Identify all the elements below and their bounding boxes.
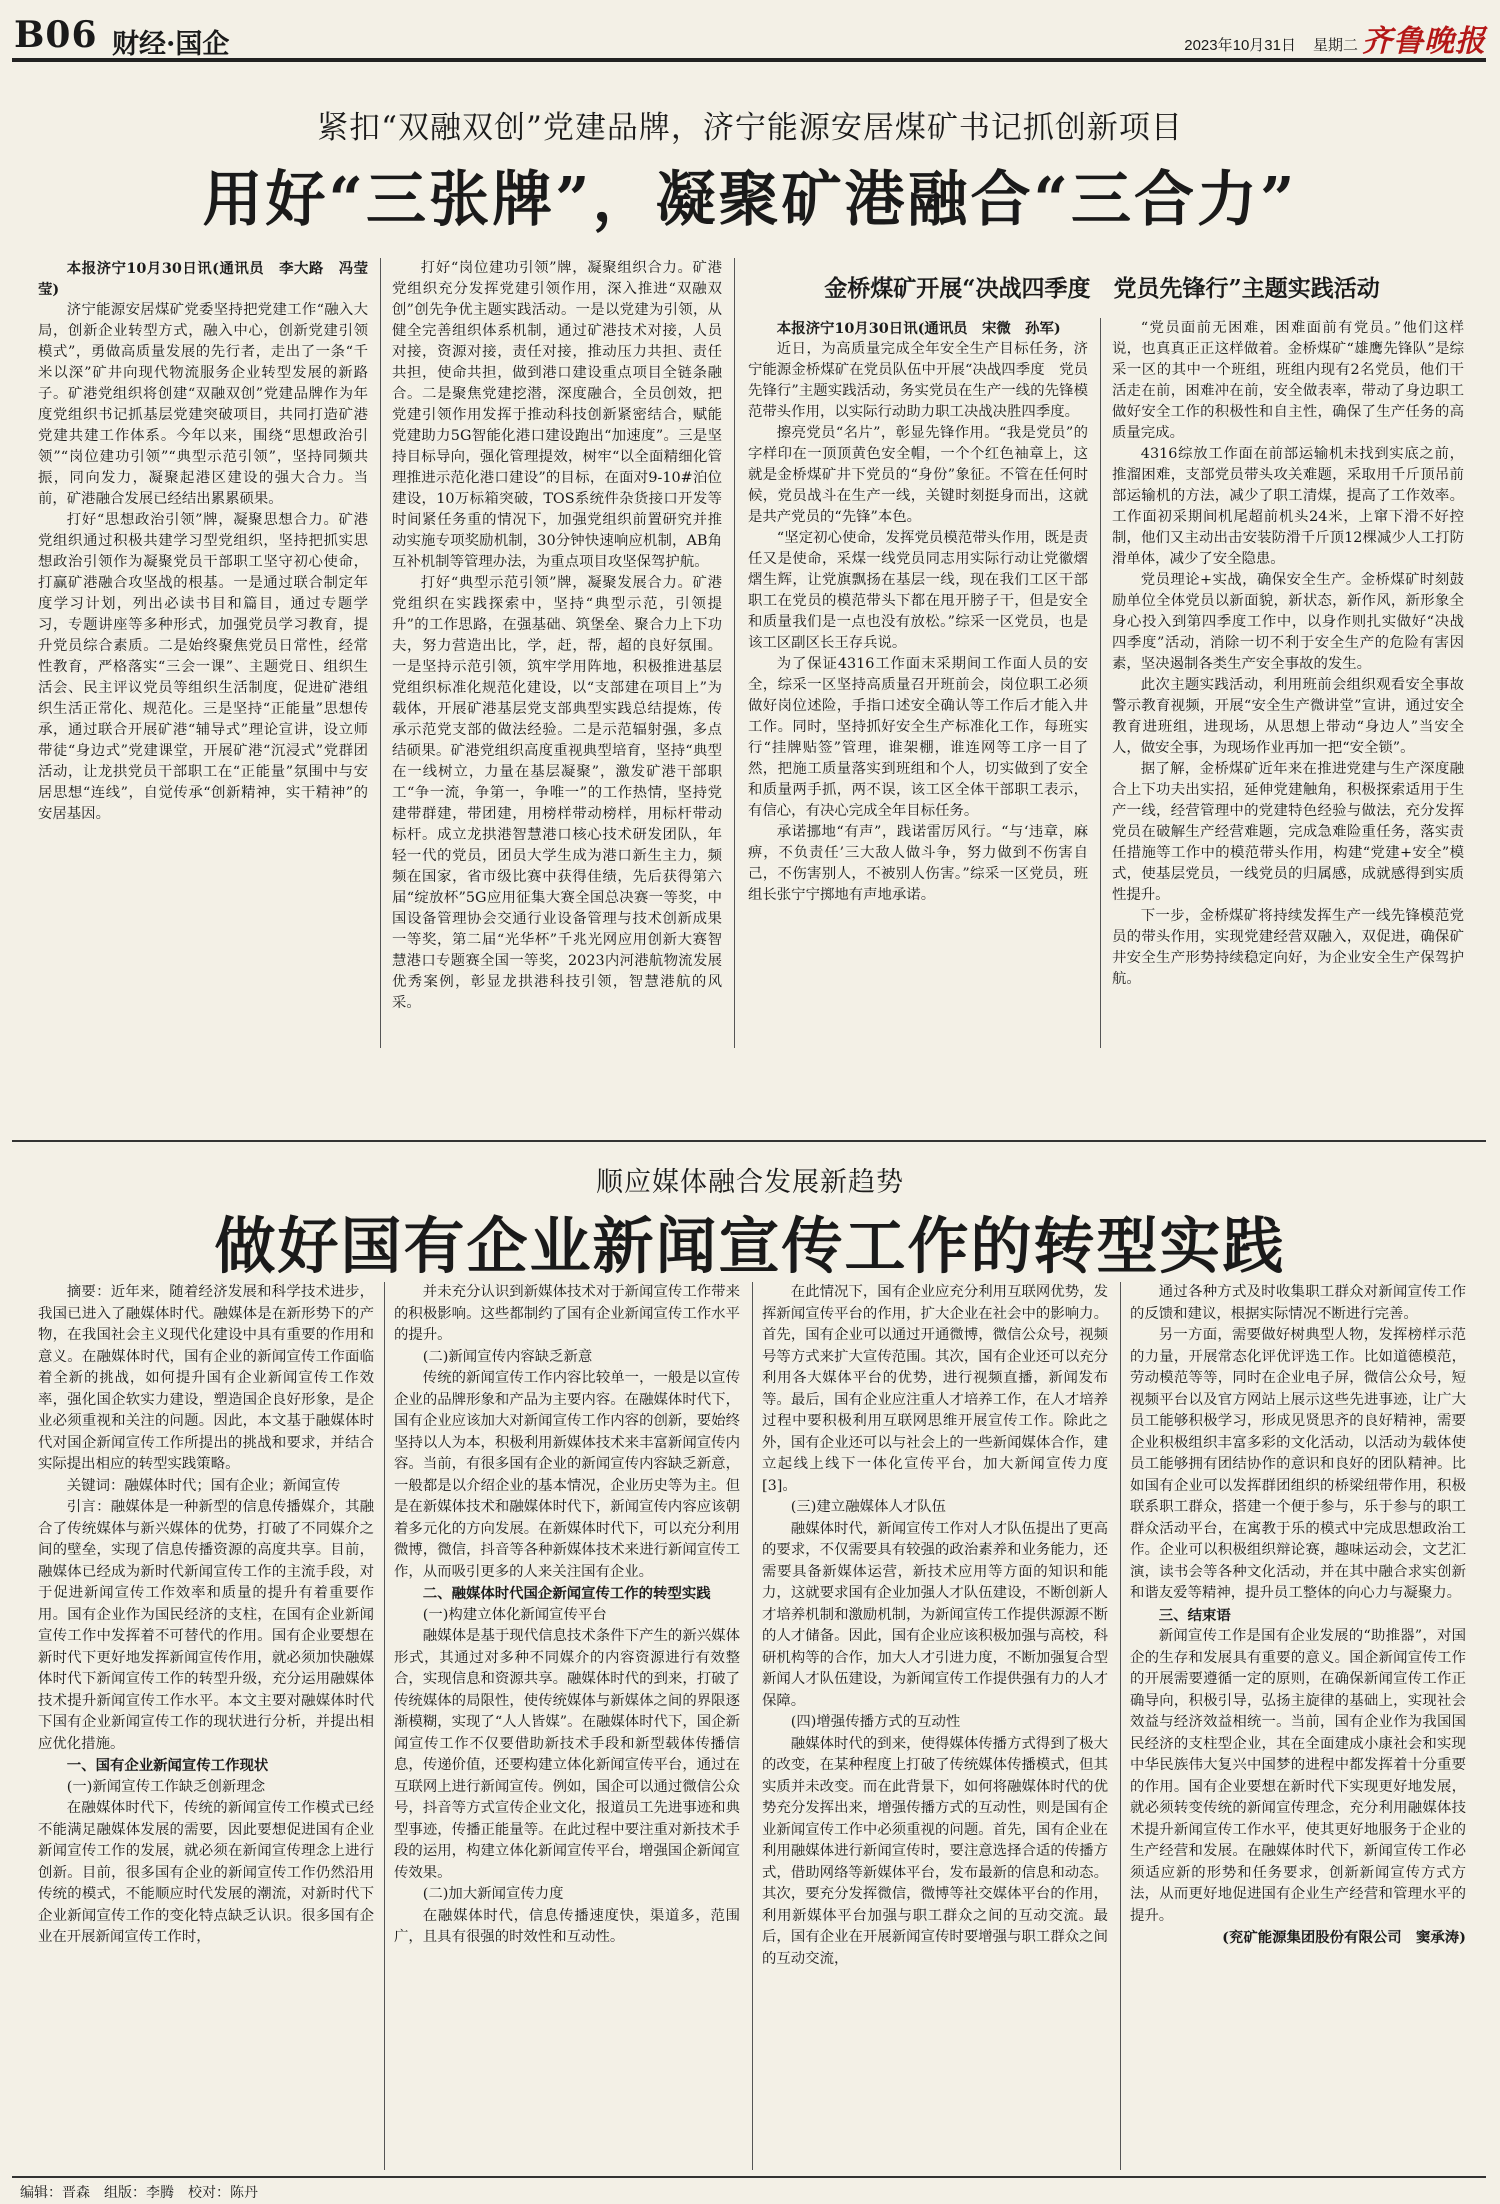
article1-byline: 本报济宁10月30日讯(通讯员 李大路 冯莹莹) bbox=[38, 260, 368, 298]
article2-paragraph: 并未充分认识到新媒体技术对于新闻宣传工作带来的积极影响。这些都制约了国有企业新闻宣传工作水平的提升。 bbox=[394, 1284, 740, 1343]
article1b-paragraph: 4316综放工作面在前部运输机未找到实底之前，推溜困难，支部党员带头攻关难题，采取用千斤顶吊前部运输机的方法，减少了职工清煤，提高了工作效率。工作面初采期间机尾超前机头24米，上窜下滑不好控制，他们又主动出击安装防滑千斤顶12棵减少人工打防滑单体，减少了安全隐患。 bbox=[1112, 446, 1464, 567]
article2-paragraph: 新闻宣传工作是国有企业发展的“助推器”，对国企的生存和发展具有重要的意义。国企新闻宣传工作的开展需要遵循一定的原则，在确保新闻宣传工作正确导向，积极引导，弘扬主旋律的基础上，实现社会效益与经济效益相统一。当前，国有企业作为我国国民经济的支柱型企业，其在全面建成小康社会和实现中华民族伟大复兴中国梦的进程中都发挥着十分重要的作用。国有企业要想在新时代下实现更好地发展，就必须转变传统的新闻宣传理念，充分利用融媒体技术提升新闻宣传工作水平，使其更好地服务于企业的生产经营和发展。在融媒体时代下，新闻宣传工作必须适应新的形势和任务要求，创新新闻宣传方式方法，从而更好地促进国有企业生产经营和管理水平的提升。 bbox=[1130, 1628, 1466, 1924]
article2-paragraph: 另一方面，需要做好树典型人物，发挥榜样示范的力量，开展常态化评优评选工作。比如道德模范，劳动模范等等，同时在企业电子屏，微信公众号，短视频平台以及官方网站上展示这些先进事迹，让广大员工能够积极学习，形成见贤思齐的良好精神，需要企业积极组织丰富多彩的文化活动，以活动为载体使员工能够拥有团结协作的意识和良好的团队精神。比如国有企业可以发挥群团组织的桥梁纽带作用，积极联系职工群众，搭建一个便于参与，乐于参与的职工群众活动平台，在寓教于乐的模式中完成思想政治工作。企业可以积极组织辩论赛，趣味运动会，文艺汇演，读书会等各种文化活动，并在其中融合求实创新和谐友爱等精神，提升员工整体的向心力与凝聚力。 bbox=[1130, 1327, 1466, 1601]
article2-paragraph: 关键词：融媒体时代；国有企业；新闻宣传 bbox=[66, 1477, 341, 1494]
article2-author: (兖矿能源集团股份有限公司 窦承涛) bbox=[1222, 1929, 1466, 1946]
article2-paragraph: (二)加大新闻宣传力度 bbox=[422, 1886, 564, 1902]
article2-paragraph: 摘要：近年来，随着经济发展和科学技术进步，我国已进入了融媒体时代。融媒体是在新形势下的产物，在我国社会主义现代化建设中具有重要的作用和意义。在融媒体时代，国有企业的新闻宣传工作面临着全新的挑战，如何提升国有企业新闻宣传工作效率，强化国企软实力建设，塑造国企良好形象，是企业必须重视和关注的问题。因此，本文基于融媒体时代对国企新闻宣传工作所提出的挑战和要求，并结合实际提出相应的转型实践策略。 bbox=[38, 1284, 374, 1472]
article2-headline: 做好国有企业新闻宣传工作的转型实践 bbox=[214, 1211, 1286, 1282]
article1-headline: 用好“三张牌”，凝聚矿港融合“三合力” bbox=[202, 165, 1298, 235]
column-divider bbox=[1120, 1282, 1121, 2170]
footer-rule bbox=[12, 2176, 1486, 2178]
article2-column-1 bbox=[38, 1282, 374, 2170]
article2-paragraph: (二)新闻宣传内容缺乏新意 bbox=[422, 1348, 593, 1365]
article2-section-heading: 一、国有企业新闻宣传工作现状 bbox=[66, 1757, 269, 1774]
column-divider bbox=[380, 258, 381, 1048]
article1b-headline: 金桥煤矿开展“决战四季度 党员先锋行”主题实践活动 bbox=[824, 275, 1380, 302]
article2-section-heading: 三、结束语 bbox=[1158, 1606, 1231, 1624]
article1b-paragraph: 擦亮党员“名片”，彰显先锋作用。“我是党员”的字样印在一顶顶黄色安全帽，一个个红色袖章上，这就是金桥煤矿井下党员的“身份”象征。不管在任何时候，党员战斗在生产一线，关键时刻挺身而出，这就是共产党员的“先锋”本色。 bbox=[748, 425, 1088, 525]
article1b-column-2 bbox=[1112, 318, 1464, 1048]
article1b-byline: 本报济宁10月30日讯(通讯员 宋微 孙军) bbox=[776, 320, 1061, 337]
article1b-column-1 bbox=[748, 318, 1088, 1048]
publication-weekday: 星期二 bbox=[1312, 37, 1358, 54]
article2-paragraph: 通过各种方式及时收集职工群众对新闻宣传工作的反馈和建议，根据实际情况不断进行完善。 bbox=[1130, 1284, 1466, 1322]
article1b-paragraph: 为了保证4316工作面末采期间工作面人员的安全，综采一区坚持高质量召开班前会，岗位职工必须做好岗位述险，手指口述安全确认等工作后才能入井工作。同时，坚持抓好安全生产标准化工作，每班实行“挂牌贴签”管理，谁架棚，谁连网等工序一目了然，把施工质量落实到班组和个人，切实做到了安全和质量两手抓，两不误，该工区全体干部职工表示，有信心，有决心完成全年目标任务。 bbox=[748, 656, 1088, 819]
article1-paragraph: 打好“思想政治引领”牌，凝聚思想合力。矿港党组织通过积极共建学习型党组织，坚持把抓实思想政治引领作为凝聚党员干部职工坚守初心使命，打赢矿港融合攻坚战的根基。一是通过联合制定年度学习计划，列出必读书目和篇目，通过专题学习，专题讲座等多种形式，加强党员学习教育，提升党员综合素质。二是始终聚焦党员日常性，经常性教育，严格落实“三会一课”、主题党日、组织生活会、民主评议党员等组织生活制度，促进矿港组织生活正常化、规范化。三是坚持“正能量”思想传承，通过联合开展矿港“辅导式”理论宣讲，设立师带徒“身边式”党建课堂，开展矿港“沉浸式”党群团活动，让龙拱党员干部职工在“正能量”氛围中与安居思想“连线”，自觉传承“创新精神，实干精神”的安居基因。 bbox=[38, 512, 368, 822]
article1-column-2 bbox=[392, 258, 722, 1048]
section-divider bbox=[12, 1140, 1486, 1142]
article2-paragraph: 在融媒体时代，信息传播速度快，渠道多，范围广，且具有很强的时效性和互动性。 bbox=[394, 1907, 740, 1945]
article1b-paragraph: 近日，为高质量完成全年安全生产目标任务，济宁能源金桥煤矿在党员队伍中开展“决战四季度 党员先锋行”主题实践活动，务实党员在生产一线的先锋模范带头作用，以实际行动助力职工决战决胜四季度。 bbox=[748, 341, 1088, 420]
article1b-paragraph: 下一步，金桥煤矿将持续发挥生产一线先锋模范党员的带头作用，实现党建经营双融入，双促进，确保矿井安全生产形势持续稳定向好，为企业安全生产保驾护航。 bbox=[1112, 908, 1464, 987]
article2-paragraph: (一)新闻宣传工作缺乏创新理念 bbox=[66, 1778, 266, 1795]
article2-paragraph: (一)构建立体化新闻宣传平台 bbox=[422, 1606, 607, 1623]
article2-paragraph: 融媒体是基于现代信息技术条件下产生的新兴媒体形式，其通过对多种不同媒介的内容资源进行有效整合，实现信息和资源共享。融媒体时代的到来，打破了传统媒体的局限性，使传统媒体与新媒体之间的界限逐渐模糊，实现了“人人皆媒”。在融媒体时代下，国企新闻宣传工作不仅要借助新技术手段和新型载体传播信息，传递价值，还要构建立体化新闻宣传平台，通过在互联网上进行新闻宣传。例如，国企可以通过微信公众号，抖音等方式宣传企业文化，报道员工先进事迹和典型事迹，传播正能量等。在此过程中要注重对新技术手段的运用，构建立体化新闻宣传平台，增强国企新闻宣传效果。 bbox=[394, 1628, 740, 1881]
article2-paragraph: 在融媒体时代下，传统的新闻宣传工作模式已经不能满足融媒体发展的需要，因此要想促进国有企业新闻宣传工作的发展，就必须在新闻宣传理念上进行创新。目前，很多国有企业的新闻宣传工作仍然沿用传统的模式，不能顺应时代发展的潮流，对新时代下企业新闻宣传工作的变化特点缺乏认识。很多国有企业在开展新闻宣传工作时， bbox=[38, 1800, 374, 1945]
article2-paragraph: (四)增强传播方式的互动性 bbox=[790, 1714, 961, 1730]
article1b-paragraph: 党员理论+实战，确保安全生产。金桥煤矿时刻鼓励单位全体党员以新面貌，新状态，新作风，新形象全身心投入到第四季度工作中，以身作则扎实做好“决战四季度”活动，消除一切不利于安全生产的危险有害因素，坚决遏制各类生产安全事故的发生。 bbox=[1112, 572, 1464, 672]
publication-date: 2023年10月31日 bbox=[1184, 37, 1296, 54]
article1-kicker: 紧扣“双融双创”党建品牌，济宁能源安居煤矿书记抓创新项目 bbox=[317, 110, 1183, 146]
masthead-logo: 齐鲁晚报 bbox=[1362, 24, 1486, 59]
article2-column-3 bbox=[762, 1282, 1108, 2170]
article2-section-heading: 二、融媒体时代国企新闻宣传工作的转型实践 bbox=[422, 1585, 711, 1602]
page-header bbox=[12, 10, 1486, 62]
article2-paragraph: 传统的新闻宣传工作内容比较单一，一般是以宣传企业的品牌形象和产品为主要内容。在融媒体时代下，国有企业应该加大对新闻宣传工作内容的创新，要始终坚持以人为本，积极利用新媒体技术来丰富新闻宣传内容。当前，有很多国有企业的新闻宣传内容缺乏新意，一般都是以介绍企业的基本情况，企业历史等为主。但是在新媒体技术和融媒体时代下，新闻宣传内容应该朝着多元化的方向发展。在新媒体时代下，可以充分利用微博，微信，抖音等各种新媒体技术来进行新闻宣传工作，从而吸引更多的人来关注国有企业。 bbox=[394, 1370, 740, 1580]
column-divider bbox=[1100, 318, 1101, 1048]
column-divider bbox=[734, 258, 735, 1048]
article1b-paragraph: 据了解，金桥煤矿近年来在推进党建与生产深度融合上下功夫出实招，延伸党建触角，积极探索适用于生产一线，经营管理中的党建特色经验与做法，充分发挥党员在破解生产经营难题，完成急难险重任务，落实责任措施等工作中的模范带头作用，构建“党建+安全”模式，使基层党员，一线党员的归属感，成就感得到实质性提升。 bbox=[1112, 761, 1464, 903]
article2-paragraph: 融媒体时代，新闻宣传工作对人才队伍提出了更高的要求，不仅需要具有较强的政治素养和业务能力，还需要具备新媒体运营，新技术应用等方面的知识和能力，这就要求国有企业加强人才队伍建设，不断创新人才培养机制和激励机制，为新闻宣传工作提供源源不断的人才储备。因此，国有企业应该积极加强与高校，科研机构等的合作，加大人才引进力度，不断加强复合型新闻人才队伍建设，为新闻宣传工作提供强有力的人才保障。 bbox=[762, 1520, 1108, 1709]
article1b-paragraph: 此次主题实践活动，利用班前会组织观看安全事故警示教育视频，开展“安全生产微讲堂”宣讲，通过安全教育进班组，进现场，从思想上带动“身边人”当安全人，做安全事，为现场作业再加一把“安全锁”。 bbox=[1112, 677, 1464, 756]
article2-kicker: 顺应媒体融合发展新趋势 bbox=[596, 1167, 904, 1198]
article2-paragraph: 引言：融媒体是一种新型的信息传播媒介，其融合了传统媒体与新兴媒体的优势，打破了不同媒介之间的壁垒，实现了信息传播资源的高度共享。目前，融媒体已经成为新时代新闻宣传工作的主流手段，对于促进新闻宣传工作效率和质量的提升有着重要作用。国有企业作为国民经济的支柱，在国有企业新闻宣传工作中发挥着不可替代的作用。国有企业要想在新时代下更好地发挥新闻宣传作用，就必须加快融媒体时代下新闻宣传工作的转型升级，充分运用融媒体技术提升新闻宣传工作水平。本文主要对融媒体时代下国有企业新闻宣传工作的现状进行分析，并提出相应优化措施。 bbox=[38, 1499, 374, 1752]
column-divider bbox=[752, 1282, 753, 2170]
column-divider bbox=[384, 1282, 385, 2170]
section-code: B06 bbox=[14, 14, 98, 56]
article2-paragraph: 在此情况下，国有企业应充分利用互联网优势，发挥新闻宣传平台的作用，扩大企业在社会中的影响力。首先，国有企业可以通过开通微博，微信公众号，视频号等方式来扩大宣传范围。其次，国有企业还可以充分利用各大媒体平台的优势，进行视频直播，新闻发布等。最后，国有企业应注重人才培养工作，在人才培养过程中要积极利用互联网思维开展宣传工作。除此之外，国有企业还可以与社会上的一些新闻媒体合作，建立起线上线下一体化宣传平台，加大新闻宣传力度[3]。 bbox=[762, 1284, 1108, 1494]
footer-credits: 编辑：晋森 组版：李腾 校对：陈丹 bbox=[20, 2184, 258, 2200]
section-name: 财经·国企 bbox=[112, 29, 230, 60]
article1-paragraph: 济宁能源安居煤矿党委坚持把党建工作“融入大局，创新企业转型方式，融入中心，创新党建引领模式”，勇做高质量发展的先行者，走出了一条“千米以深”矿井向现代物流服务企业转型发展的新路子。矿港党组织将创建“双融双创”党建品牌作为年度党组织书记抓基层党建突破项目，共同打造矿港党建共建工作体系。今年以来，围绕“思想政治引领”“岗位建功引领”“典型示范引领”，坚持同频共振，同向发力，凝聚起港区建设的强大合力。当前，矿港融合发展已经结出累累硕果。 bbox=[38, 302, 368, 507]
article1b-paragraph: “党员面前无困难，困难面前有党员。”他们这样说，也真真正正这样做着。金桥煤矿“雄鹰先锋队”是综采一区的其中一个班组，班组内现有2名党员，他们干活走在前，困难冲在前，安全做表率，带动了身边职工做好安全工作的积极性和自主性，确保了生产任务的高质量完成。 bbox=[1112, 320, 1464, 441]
article1-paragraph: 打好“岗位建功引领”牌，凝聚组织合力。矿港党组织充分发挥党建引领作用，深入推进“双融双创”创先争优主题实践活动。一是以党建为引领，从健全完善组织体系机制，通过矿港技术对接，人员对接，资源对接，责任对接，推动压力共担、责任共担，使命共担，做到港口建设重点项目全链条融合。二是聚焦党建挖潜，深度融合，全员创效，把党建引领作用发挥于推动科技创新紧密结合，赋能党建助力5G智能化港口建设跑出“加速度”。三是坚持目标导向，强化管理提效，树牢“以全面精细化管理推进示范化港口建设”的目标，在面对9-10#泊位建设，10万标箱突破，TOS系统件杂货接口开发等时间紧任务重的情况下，加强党组织前置研究并推动实施专项奖励机制，30分钟快速响应机制，AB角互补机制等管理办法，为重点项目攻坚保驾护航。 bbox=[392, 260, 722, 570]
article1-paragraph: 打好“典型示范引领”牌，凝聚发展合力。矿港党组织在实践探索中，坚持“典型示范，引领提升”的工作思路，在强基础、筑堡垒、聚合力上下功夫，努力营造出比，学，赶，帮，超的良好氛围。一是坚持示范引领，筑牢学用阵地，积极推进基层党组织标准化规范化建设，以“支部建在项目上”为载体，开展矿港基层党支部典型实践总结提炼，传承示范党支部的做法经验。二是示范辐射强，多点结硕果。矿港党组织高度重视典型培育，坚持“典型在一线树立，力量在基层凝聚”，激发矿港干部职工“争一流，争第一，争唯一”的工作热情，坚持党建带群建，带团建，用榜样带动榜样，用标杆带动标杆。成立龙拱港智慧港口核心技术研发团队，年轻一代的党员，团员大学生成为港口新生主力，频频在国家，省市级比赛中获得佳绩，先后获得第六届“绽放杯”5G应用征集大赛全国总决赛一等奖，中国设备管理协会交通行业设备管理与技术创新成果一等奖，第二届“光华杯”千兆光网应用创新大赛智慧港口专题赛全国一等奖，2023内河港航物流发展优秀案例，彰显龙拱港科技引领，智慧港航的风采。 bbox=[392, 575, 722, 1011]
article2-column-2 bbox=[394, 1282, 740, 2170]
article2-column-4 bbox=[1130, 1282, 1466, 2170]
article2-paragraph: 融媒体时代的到来，使得媒体传播方式得到了极大的改变，在某种程度上打破了传统媒体传播模式，但其实质并未改变。而在此背景下，如何将融媒体时代的优势充分发挥出来，增强传播方式的互动性，则是国有企业新闻宣传工作中必须重视的问题。首先，国有企业在利用融媒体进行新闻宣传时，要注意选择合适的传播方式，借助网络等新媒体平台，发布最新的信息和动态。其次，要充分发挥微信，微博等社交媒体平台的作用，利用新媒体平台加强与职工群众之间的互动交流。最后，国有企业在开展新闻宣传时要增强与职工群众之间的互动交流， bbox=[762, 1735, 1108, 1967]
article1-column-1 bbox=[38, 258, 368, 1048]
article1b-paragraph: “坚定初心使命，发挥党员模范带头作用，既是责任又是使命，采煤一线党员同志用实际行动让党徽熠熠生辉，让党旗飘扬在基层一线，现在我们工区干部职工在党员的模范带头下都在甩开膀子干，但是安全和质量我们是一点也没有放松。”综采一区党员，也是该工区副区长王存兵说。 bbox=[748, 530, 1088, 651]
article1b-paragraph: 承诺挪地“有声”，践诺雷厉风行。“与‘违章，麻痹，不负责任’三大敌人做斗争，努力做到不伤害自己，不伤害别人，不被别人伤害。”综采一区党员，班组长张宁宁掷地有声地承诺。 bbox=[748, 824, 1088, 903]
article2-paragraph: (三)建立融媒体人才队伍 bbox=[790, 1499, 946, 1515]
